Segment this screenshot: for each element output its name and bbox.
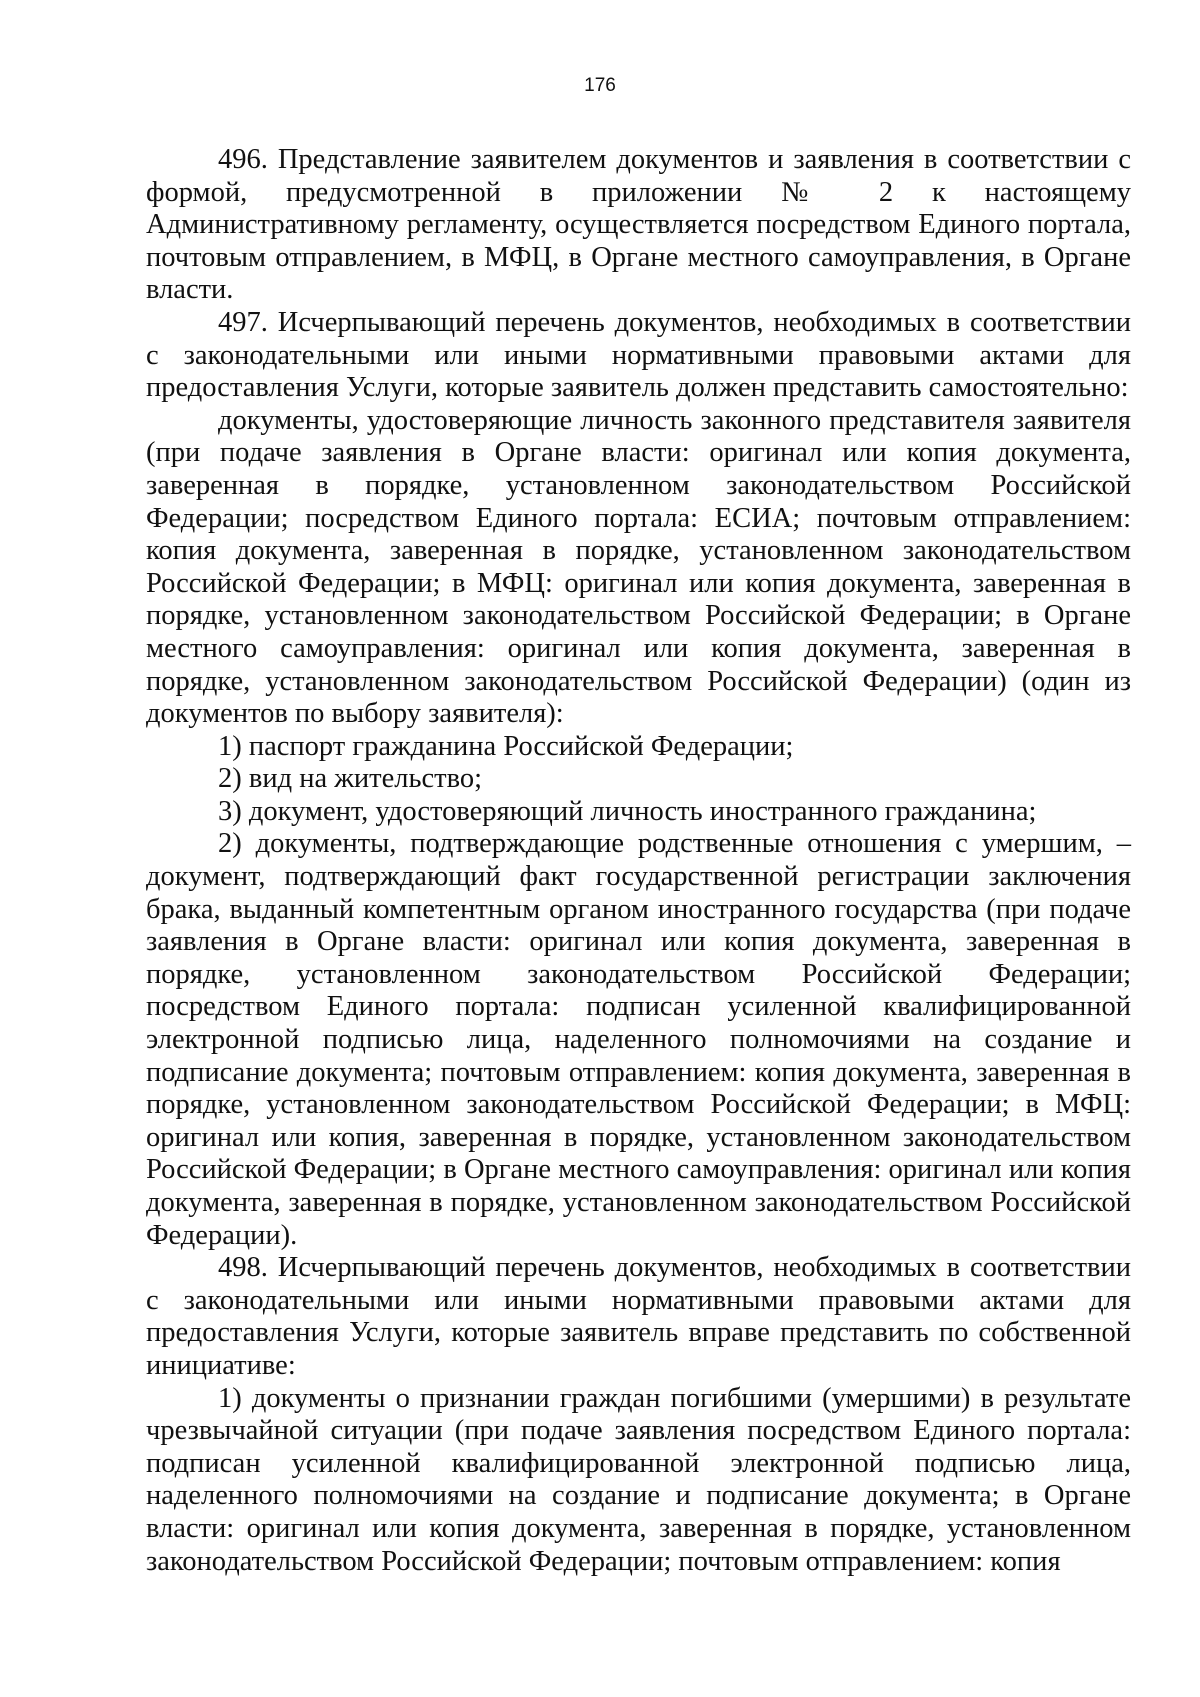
document-body xyxy=(146,144,1131,1578)
paragraph-498: 498. Исчерпывающий перечень документов, необходимых в соответствии с законодательными или иными нормативными правовыми актами для предоставления Услуги, которые заявитель вправе представить по собственной инициативе: xyxy=(146,1252,1131,1381)
page-number: 176 xyxy=(584,75,616,96)
paragraph-identity-documents: документы, удостоверяющие личность законного представителя заявителя (при подаче заявления в Органе власти: оригинал или копия документа, заверенная в порядке, установленном законодательством Российской Федерации; посредством Единого портала: ЕСИА; почтовым отправлением: копия документа, заверенная в порядке, установленном законодательством Российской Федерации; в МФЦ: оригинал или копия документа, заверенная в порядке, установленном законодательством Российской Федерации; в Органе местного самоуправления: оригинал или копия документа, заверенная в порядке, установленном законодательством Российской Федерации) (один из документов по выбору заявителя): xyxy=(146,404,1131,730)
list-item-foreign-id: 3) документ, удостоверяющий личность иностранного гражданина; xyxy=(218,795,1037,827)
paragraph-497: 497. Исчерпывающий перечень документов, необходимых в соответствии с законодательными или иными нормативными правовыми актами для предоставления Услуги, которые заявитель должен представить самостоятельно: xyxy=(146,306,1131,404)
paragraph-496: 496. Представление заявителем документов и заявления в соответствии с формой, предусмотренной в приложении № 2 к настоящему Административному регламенту, осуществляется посредством Единого портала, почтовым отправлением, в МФЦ, в Органе местного самоуправления, в Органе власти. xyxy=(146,144,1131,306)
list-item-passport: 1) паспорт гражданина Российской Федерации; xyxy=(218,730,794,762)
paragraph-death-recognition-documents: 1) документы о признании граждан погибшими (умершими) в результате чрезвычайной ситуации (при подаче заявления посредством Единого портала: подписан усиленной квалифицированной электронной подписью лица, наделенного полномочиями на создание и подписание документа; в Органе власти: оригинал или копия документа, заверенная в порядке, установленном законодательством Российской Федерации; почтовым отправлением: копия xyxy=(146,1382,1131,1577)
paragraph-kinship-documents: 2) документы, подтверждающие родственные отношения с умершим, – документ, подтверждающий факт государственной регистрации заключения брака, выданный компетентным органом иностранного государства (при подаче заявления в Органе власти: оригинал или копия документа, заверенная в порядке, установленном законодательством Российской Федерации; посредством Единого портала: подписан усиленной квалифицированной электронной подписью лица, наделенного полномочиями на создание и подписание документа; почтовым отправлением: копия документа, заверенная в порядке, установленном законодательством Российской Федерации; в МФЦ: оригинал или копия, заверенная в порядке, установленном законодательством Российской Федерации; в Органе местного самоуправления: оригинал или копия документа, заверенная в порядке, установленном законодательством Российской Федерации). xyxy=(146,828,1131,1251)
list-item-residence-permit: 2) вид на жительство; xyxy=(218,763,483,795)
